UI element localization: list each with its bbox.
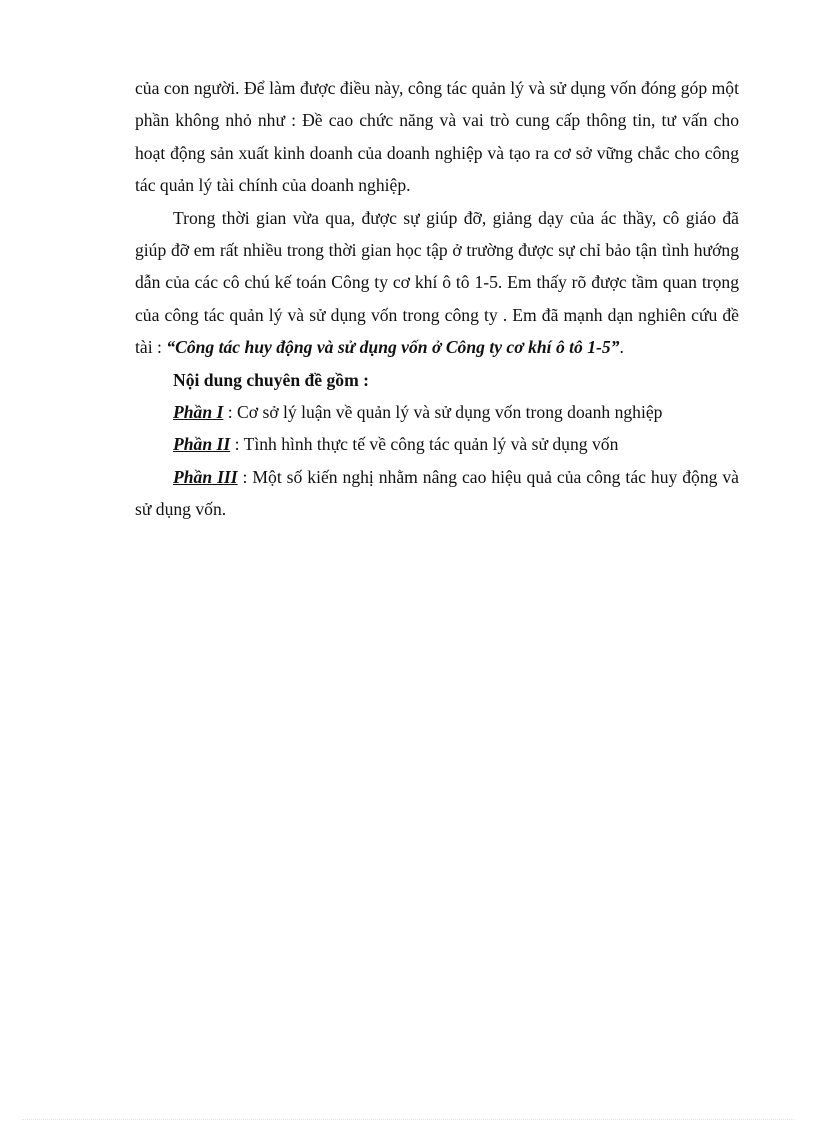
part-item-2 (135, 428, 739, 460)
part-text-3: : Một số kiến nghị nhằm nâng cao hiệu quả của công tác huy động và sử dụng vốn. (135, 466, 739, 520)
topic-title: “Công tác huy động và sử dụng vốn ở Công ty cơ khí ô tô 1-5” (166, 337, 620, 358)
page-bottom-divider (22, 1119, 794, 1120)
part-text-2: : Tình hình thực tế về công tác quản lý và sử dụng vốn (230, 434, 619, 455)
part-text-1: : Cơ sở lý luận về quản lý và sử dụng vốn trong doanh nghiệp (223, 402, 663, 423)
part-label-1: Phần I (173, 402, 224, 423)
part-item-1 (135, 396, 739, 428)
paragraph-acknowledgement (135, 202, 739, 364)
part-item-3 (135, 461, 739, 526)
paragraph-intro: của con người. Để làm được điều này, công tác quản lý và sử dụng vốn đóng góp một phần không nhỏ như : Đề cao chức năng và vai trò cung cấp thông tin, tư vấn cho hoạt động sản xuất kinh doanh của doanh nghiệp và tạo ra cơ sở vững chắc cho công tác quản lý tài chính của doanh nghiệp. (135, 78, 739, 196)
document-page (135, 72, 739, 526)
content-heading: Nội dung chuyên đề gồm : (173, 369, 370, 390)
content-heading-line (135, 364, 739, 396)
part-label-3: Phần III (173, 466, 238, 487)
part-label-2: Phần II (173, 434, 231, 455)
acknowledgement-text: Trong thời gian vừa qua, được sự giúp đỡ, giảng dạy của ác thầy, cô giáo đã giúp đỡ em rất nhiều trong thời gian học tập ở trường được sự chỉ bảo tận tình hướng dẫn của các cô chú kế toán Công ty cơ khí ô tô 1-5. Em thấy rõ được tầm quan trọng của công tác quản lý và sử dụng vốn trong công ty . Em đã mạnh dạn nghiên cứu đề tài : (135, 207, 739, 358)
topic-end: . (619, 337, 624, 358)
